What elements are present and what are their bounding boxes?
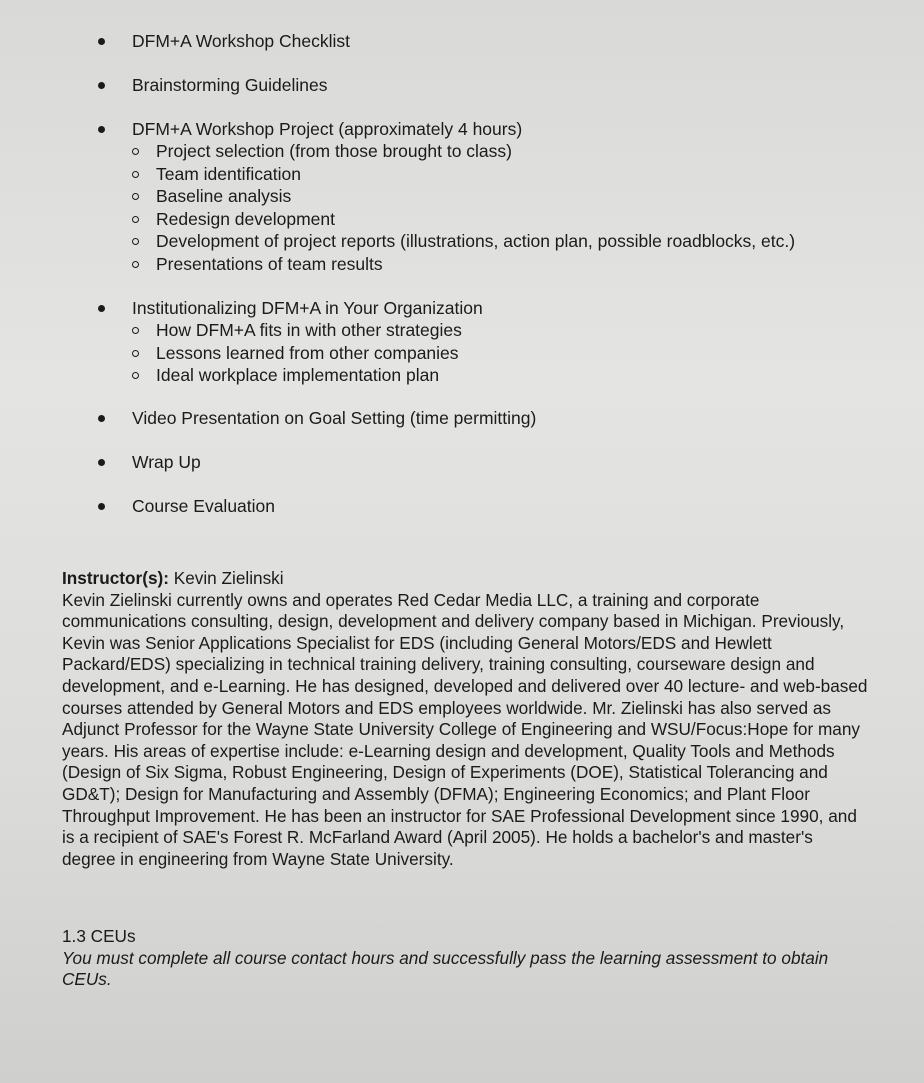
agenda-sublist [92, 140, 892, 275]
sub-item [92, 364, 892, 387]
ceu-note: You must complete all course contact hours and successfully pass the learning assessment to obtain CEUs. [62, 947, 829, 990]
sub-item-label: Development of project reports (illustrations, action plan, possible roadblocks, etc.) [156, 231, 796, 251]
ceu-title: 1.3 CEUs [62, 926, 136, 946]
sub-item-label: Redesign development [156, 208, 336, 229]
bullet-dot-icon [98, 415, 105, 422]
bullet-ring-icon [132, 372, 139, 379]
agenda-item [92, 495, 892, 517]
bullet-ring-icon [132, 327, 139, 334]
agenda-item [92, 74, 892, 96]
bullet-ring-icon [132, 148, 139, 155]
instructor-heading [62, 568, 870, 590]
sub-item-label: Ideal workplace implementation plan [156, 365, 440, 385]
bullet-dot-icon [98, 503, 105, 510]
sub-item [92, 342, 892, 365]
sub-item [92, 163, 892, 186]
agenda-item-label: DFM+A Workshop Project (approximately 4 hours) [132, 119, 523, 139]
sub-item-label: Project selection (from those brought to class) [156, 141, 512, 161]
sub-item [92, 319, 892, 342]
bullet-dot-icon [98, 459, 105, 466]
agenda-item [92, 118, 892, 275]
bullet-ring-icon [132, 193, 139, 200]
bullet-ring-icon [132, 216, 139, 223]
agenda-item-label: Course Evaluation [132, 495, 275, 516]
agenda-item-label: Wrap Up [132, 451, 201, 472]
sub-item [92, 140, 892, 163]
agenda-item-label: Institutionalizing DFM+A in Your Organization [132, 298, 483, 318]
sub-item-label: Lessons learned from other companies [156, 342, 459, 363]
sub-item-label: Team identification [156, 163, 301, 184]
sub-item-label: Presentations of team results [156, 253, 383, 274]
bullet-dot-icon [98, 82, 105, 89]
agenda-item [92, 407, 892, 429]
sub-item-label: Baseline analysis [156, 186, 292, 206]
sub-item-label: How DFM+A fits in with other strategies [156, 320, 462, 340]
ceu-section [62, 926, 870, 991]
bullet-ring-icon [132, 238, 139, 245]
sub-item [92, 208, 892, 231]
agenda-item [92, 451, 892, 473]
bullet-ring-icon [132, 171, 139, 178]
bullet-dot-icon [98, 305, 105, 312]
instructor-label: Instructor(s): [62, 568, 169, 588]
bullet-ring-icon [132, 350, 139, 357]
bullet-dot-icon [98, 38, 105, 45]
instructor-name: Kevin Zielinski [173, 568, 284, 588]
agenda-item [92, 30, 892, 52]
agenda-sublist [92, 319, 892, 387]
bullet-dot-icon [98, 126, 105, 133]
bullet-ring-icon [132, 261, 139, 268]
instructor-bio: Kevin Zielinski currently owns and operates Red Cedar Media LLC, a training and corporate communications consulting, design, development and delivery company based in Michigan. Previously, Kevin was Senior Applications Specialist for EDS (including General Motors/EDS and Hewlett Packard/EDS) specializing in technical training delivery, training consulting, courseware design and development, and e-Learning. He has designed, developed and delivered over 40 lecture- and web-based courses attended by General Motors and EDS employees worldwide. Mr. Zielinski has also served as Adjunct Professor for the Wayne State University College of Engineering and WSU/Focus:Hope for many years. His areas of expertise include: e-Learning design and development, Quality Tools and Methods (Design of Six Sigma, Robust Engineering, Design of Experiments (DOE), Statistical Tolerancing and GD&T); Design for Manufacturing and Assembly (DFMA); Engineering Economics; and Plant Floor Throughput Improvement. He has been an instructor for SAE Professional Development since 1990, and is a recipient of SAE's Forest R. McFarland Award (April 2005). He holds a bachelor's and master's degree in engineering from Wayne State University. [62, 589, 868, 869]
agenda-item-label: Video Presentation on Goal Setting (time permitting) [132, 407, 537, 428]
sub-item [92, 230, 796, 253]
instructor-section [62, 568, 870, 870]
agenda-item-label: Brainstorming Guidelines [132, 75, 328, 95]
agenda-item-label: DFM+A Workshop Checklist [132, 31, 351, 51]
sub-item [92, 185, 892, 208]
agenda-list [92, 30, 892, 517]
agenda-item [92, 297, 892, 387]
sub-item [92, 253, 892, 276]
